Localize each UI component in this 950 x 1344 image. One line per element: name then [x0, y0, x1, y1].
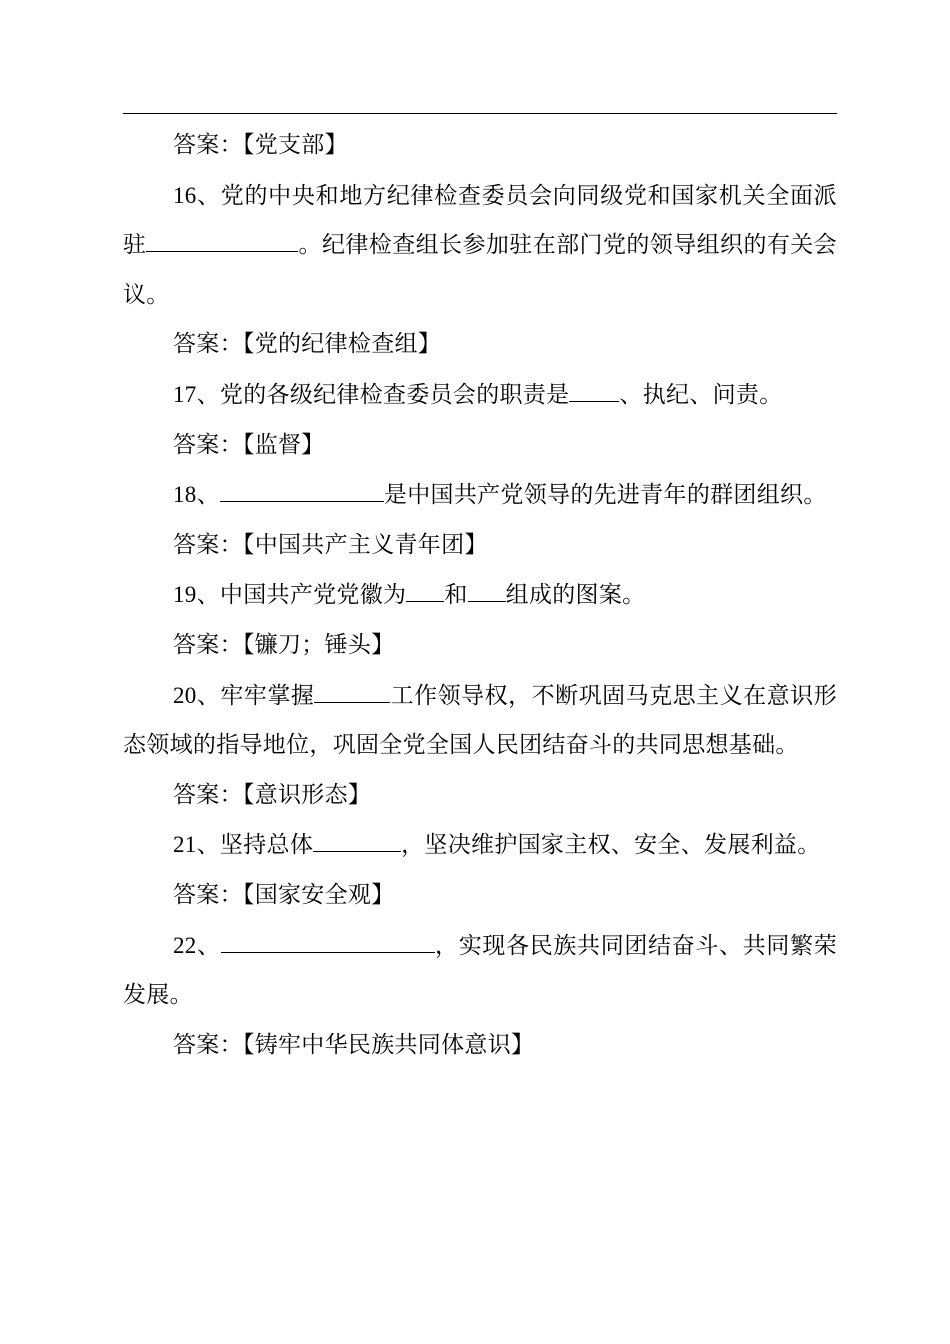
answer-label: 答案： [173, 132, 243, 158]
answer-16 [123, 320, 837, 370]
question-number: 16 [173, 182, 197, 208]
fill-blank [146, 231, 298, 252]
answer-text: 【中国共产主义青年团】 [242, 531, 488, 558]
fill-blank [221, 932, 435, 953]
answer-text: 【铸牢中华民族共同体意识】 [242, 1031, 535, 1058]
answer-20 [123, 771, 837, 821]
header-rule [123, 113, 837, 114]
answer-text: 【党支部】 [242, 132, 348, 158]
fill-blank [569, 381, 619, 402]
question-19: 19、中国共产党党徽为 和 组成的图案。 [173, 582, 646, 609]
answer-text: 【意识形态】 [242, 781, 372, 808]
question-number: 22 [173, 932, 197, 958]
question-22: 22、 ，实现各民族共同团结奋斗、共同繁荣发展。 [123, 932, 837, 1009]
answer-label: 答案： [173, 531, 243, 558]
question-number: 17 [173, 381, 197, 407]
question-21: 21、坚持总体 ，坚决维护国家主权、安全、发展利益。 [173, 832, 821, 859]
answer-text: 【镰刀；锤头】 [242, 631, 395, 658]
fill-blank [313, 831, 401, 852]
answer-label: 答案： [173, 331, 243, 358]
question-number: 19 [173, 582, 197, 608]
fill-blank [468, 581, 506, 602]
answer-label: 答案： [173, 631, 243, 658]
question-number: 21 [173, 832, 197, 858]
answer-15 [123, 121, 837, 171]
fill-blank [406, 581, 444, 602]
answer-text: 【国家安全观】 [242, 881, 395, 908]
answer-text: 【监督】 [242, 431, 325, 458]
answer-18 [123, 521, 837, 571]
answer-label: 答案： [173, 431, 243, 458]
answer-19 [123, 621, 837, 671]
fill-blank [220, 481, 384, 502]
answer-label: 答案： [173, 881, 243, 908]
answer-text: 【党的纪律检查组】 [242, 331, 442, 358]
question-20: 20、牢牢掌握 工作领导权，不断巩固马克思主义在意识形态领域的指导地位，巩固全党全国人民团结奋斗的共同思想基础。 [123, 682, 837, 759]
question-18: 18、 是中国共产党领导的先进青年的群团组织。 [173, 482, 827, 509]
answer-label: 答案： [173, 781, 243, 808]
question-number: 20 [173, 682, 197, 708]
question-number: 18 [173, 482, 197, 508]
answer-21 [123, 871, 837, 921]
document-body [123, 121, 837, 1070]
fill-blank [314, 682, 390, 703]
question-17: 17、党的各级纪律检查委员会的职责是 、执纪、问责。 [173, 381, 783, 408]
answer-label: 答案： [173, 1031, 243, 1058]
question-16: 16、党的中央和地方纪律检查委员会向同级党和国家机关全面派驻 。纪律检查组长参加驻在部门党的领导组织的有关会议。 [123, 182, 837, 308]
answer-22 [123, 1021, 837, 1071]
answer-17 [123, 421, 837, 471]
